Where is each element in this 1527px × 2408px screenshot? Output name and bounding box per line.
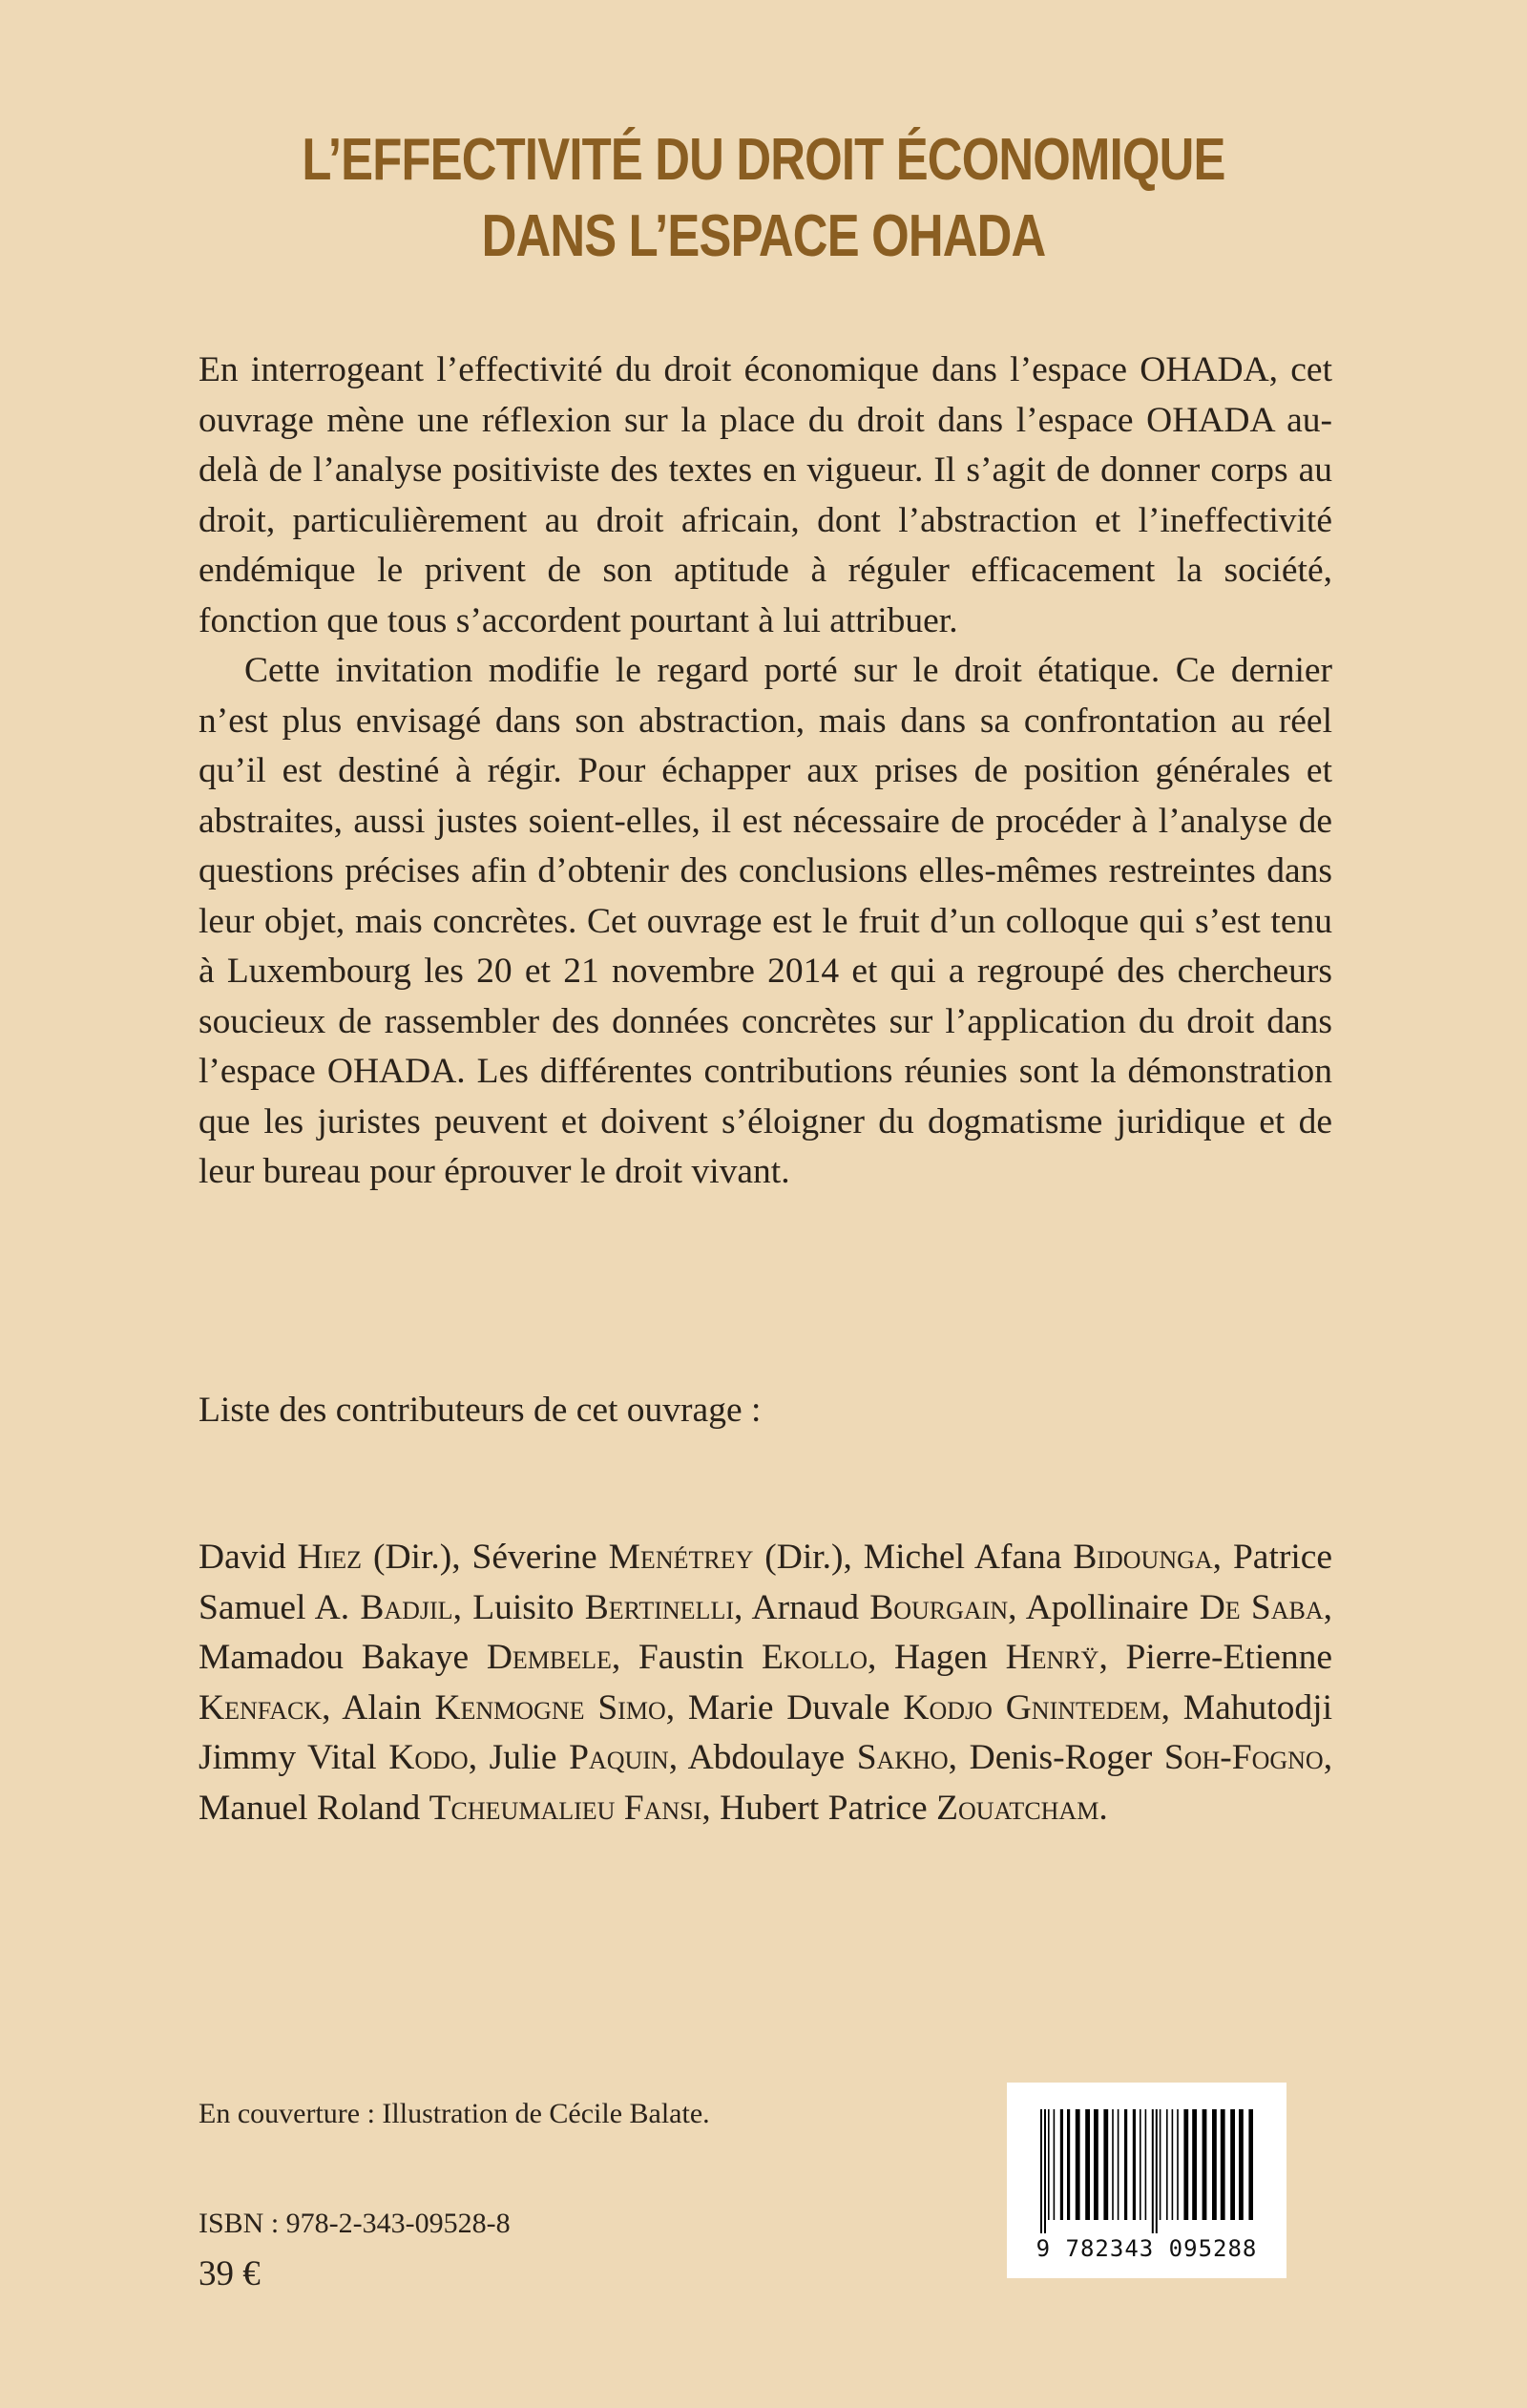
contributor-first-name: Patrice Samuel A. <box>199 1538 1333 1627</box>
barcode-bar <box>1239 2109 1244 2220</box>
contributor-last-name: Badjil <box>360 1587 453 1627</box>
contributors-list <box>199 1533 1332 1833</box>
cover-credit: En couverture : Illustration de Cécile Balate. <box>199 2098 710 2129</box>
contributor: Séverine Menétrey (Dir.), <box>471 1538 864 1577</box>
book-title <box>137 122 1390 275</box>
contributor: Apollinaire De Saba, <box>1025 1587 1333 1627</box>
barcode-bar <box>1048 2109 1050 2220</box>
contributor-last-name: De Saba <box>1199 1587 1324 1627</box>
barcode-bar <box>1140 2109 1141 2220</box>
barcode-bar <box>1248 2109 1253 2220</box>
contributor: Hubert Patrice Zouatcham. <box>720 1788 1108 1828</box>
contributor-last-name: Henrÿ <box>1005 1638 1099 1677</box>
barcode-bar <box>1060 2109 1063 2220</box>
contributor: Faustin Ekollo, <box>638 1638 895 1677</box>
summary-paragraph-1: En interrogeant l’effectivité du droit économique dans l’espace OHADA, cet ouvrage mène une réflexion sur la place du droit dans l’espace OHADA au-delà de l’analyse positiviste des textes en vigueur. Il s’agit de donner corps au droit, particulièrement au droit africain, dont l’abstraction et l’ineffectivité endémique le privent de son aptitude à réguler efficacement la société, fonction que tous s’accordent pourtant à lui attribuer. <box>199 350 1332 640</box>
contributor-first-name: David <box>199 1538 286 1577</box>
contributor: Alain Kenmogne Simo, <box>342 1687 688 1727</box>
contributor-last-name: Kenmogne Simo <box>434 1687 666 1727</box>
contributor: Luisito Bertinelli, <box>472 1587 752 1627</box>
contributor-first-name: Marie Duvale <box>687 1687 890 1727</box>
contributor-first-name: Denis-Roger <box>969 1738 1153 1777</box>
contributor-last-name: Paquin <box>569 1738 669 1777</box>
barcode-bar <box>1203 2109 1207 2220</box>
contributor: Abdoulaye Sakho, <box>687 1738 970 1777</box>
barcode-bar <box>1094 2109 1098 2220</box>
barcode-bar <box>1183 2109 1188 2220</box>
contributor-last-name: Zouatcham <box>936 1788 1099 1828</box>
summary-paragraph-2: Cette invitation modifie le regard porté sur le droit étatique. Ce dernier n’est plus envisagé dans son abstraction, mais dans sa confrontation au réel qu’il est destiné à régir. Pour échapper aux prises de position générales et abstraites, aussi justes soient-elles, il est nécessaire de procéder à l’analyse de questions précises afin d’obtenir des conclusions elles-mêmes restreintes dans leur objet, mais concrètes. Cet ouvrage est le fruit d’un colloque qui s’est tenu à Luxembourg les 20 et 21 novembre 2014 et qui a regroupé des chercheurs soucieux de rassembler des données concrètes sur l’application du droit dans l’espace OHADA. Les différentes contributions réunies sont la démonstration que les juristes peuvent et doivent s’éloigner du dogmatisme juridique et de leur bureau pour éprouver le droit vivant. <box>199 651 1332 1191</box>
barcode <box>1007 2083 1286 2278</box>
barcode-bar <box>1172 2109 1174 2220</box>
barcode-bar <box>1212 2109 1217 2220</box>
contributor-note: (Dir.) <box>764 1538 844 1577</box>
barcode-bar <box>1166 2109 1168 2220</box>
barcode-bar <box>1103 2109 1108 2220</box>
barcode-bar <box>1156 2109 1158 2233</box>
contributor-first-name: Pierre-Etienne <box>1125 1638 1333 1677</box>
contributor: Michel Afana Bidounga, <box>863 1538 1233 1577</box>
contributor: Pierre-Etienne Kenfack, <box>199 1638 1333 1727</box>
contributor: Mahutodji Jimmy Vital Kodo, <box>199 1687 1332 1777</box>
contributor-last-name: Bidounga <box>1073 1538 1213 1577</box>
barcode-bar <box>1124 2109 1127 2220</box>
barcode-bar <box>1221 2109 1225 2220</box>
contributor-last-name: Menétrey <box>608 1538 754 1577</box>
contributor-first-name: Julie <box>489 1738 557 1777</box>
barcode-bar <box>1076 2109 1080 2220</box>
contributor: Patrice Samuel A. Badjil, <box>199 1538 1333 1627</box>
barcode-bar <box>1044 2109 1046 2233</box>
contributor-last-name: Kenfack <box>199 1687 323 1727</box>
contributor-first-name: Abdoulaye <box>687 1738 846 1777</box>
title-line-1: L’EFFECTIVITÉ DU DROIT ÉCONOMIQUE <box>302 127 1225 193</box>
contributor-last-name: Tcheumalieu Fansi <box>429 1788 702 1828</box>
contributor-first-name: Hubert Patrice <box>720 1788 928 1828</box>
contributor-last-name: Dembele <box>486 1638 612 1677</box>
barcode-bar <box>1112 2109 1114 2220</box>
contributor-first-name: Alain <box>342 1687 422 1727</box>
contributors-heading: Liste des contributeurs de cet ouvrage : <box>199 1391 762 1430</box>
contributor: Julie Paquin, <box>489 1738 688 1777</box>
contributor-first-name: Arnaud <box>751 1587 859 1627</box>
barcode-bar <box>1177 2109 1179 2220</box>
barcode-bar <box>1152 2109 1154 2233</box>
barcode-bar <box>1040 2109 1042 2233</box>
barcode-bar <box>1192 2109 1197 2220</box>
price: 39 € <box>199 2254 261 2293</box>
contributor: David Hiez (Dir.), <box>199 1538 472 1577</box>
barcode-bar <box>1160 2109 1161 2220</box>
contributor: Mamadou Bakaye Dembele, <box>199 1638 638 1677</box>
contributor-last-name: Hiez <box>297 1538 363 1577</box>
contributor-last-name: Ekollo <box>762 1638 868 1677</box>
contributor-first-name: Mahutodji Jimmy Vital <box>199 1687 1332 1777</box>
contributor: Arnaud Bourgain, <box>751 1587 1026 1627</box>
contributor-note: (Dir.) <box>372 1538 452 1577</box>
contributor-last-name: Kodo <box>388 1738 469 1777</box>
barcode-bars <box>1040 2109 1253 2233</box>
barcode-digits: 9 782343 095288 <box>1035 2235 1258 2262</box>
barcode-bar <box>1118 2109 1119 2220</box>
barcode-bar <box>1133 2109 1136 2220</box>
contributor-first-name: Luisito <box>472 1587 575 1627</box>
summary-text <box>199 345 1332 1198</box>
contributor-first-name: Manuel Roland <box>199 1788 421 1828</box>
barcode-bar <box>1067 2109 1070 2220</box>
contributor-first-name: Apollinaire <box>1025 1587 1189 1627</box>
contributor-last-name: Soh-Fogno <box>1163 1738 1324 1777</box>
contributor-last-name: Bourgain <box>869 1587 1009 1627</box>
isbn: ISBN : 978-2-343-09528-8 <box>199 2208 511 2239</box>
barcode-bar <box>1054 2109 1056 2220</box>
contributor-first-name: Hagen <box>894 1638 988 1677</box>
contributor-last-name: Bertinelli <box>584 1587 734 1627</box>
contributor-last-name: Sakho <box>856 1738 949 1777</box>
contributor: Marie Duvale Kodjo Gnintedem, <box>687 1687 1183 1727</box>
contributor-first-name: Mamadou Bakaye <box>199 1638 470 1677</box>
title-line-2: DANS L’ESPACE OHADA <box>481 203 1046 269</box>
barcode-bar <box>1145 2109 1147 2220</box>
barcode-bar <box>1085 2109 1090 2220</box>
contributor-first-name: Faustin <box>638 1638 744 1677</box>
contributor-first-name: Michel Afana <box>863 1538 1062 1577</box>
contributor-last-name: Kodjo Gnintedem <box>903 1687 1161 1727</box>
contributor: Hagen Henrÿ, <box>894 1638 1126 1677</box>
contributor-first-name: Séverine <box>471 1538 597 1577</box>
contributor: Denis-Roger Soh-Fogno, <box>969 1738 1333 1777</box>
barcode-bar <box>1230 2109 1235 2220</box>
contributor: Manuel Roland Tcheumalieu Fansi, <box>199 1788 721 1828</box>
